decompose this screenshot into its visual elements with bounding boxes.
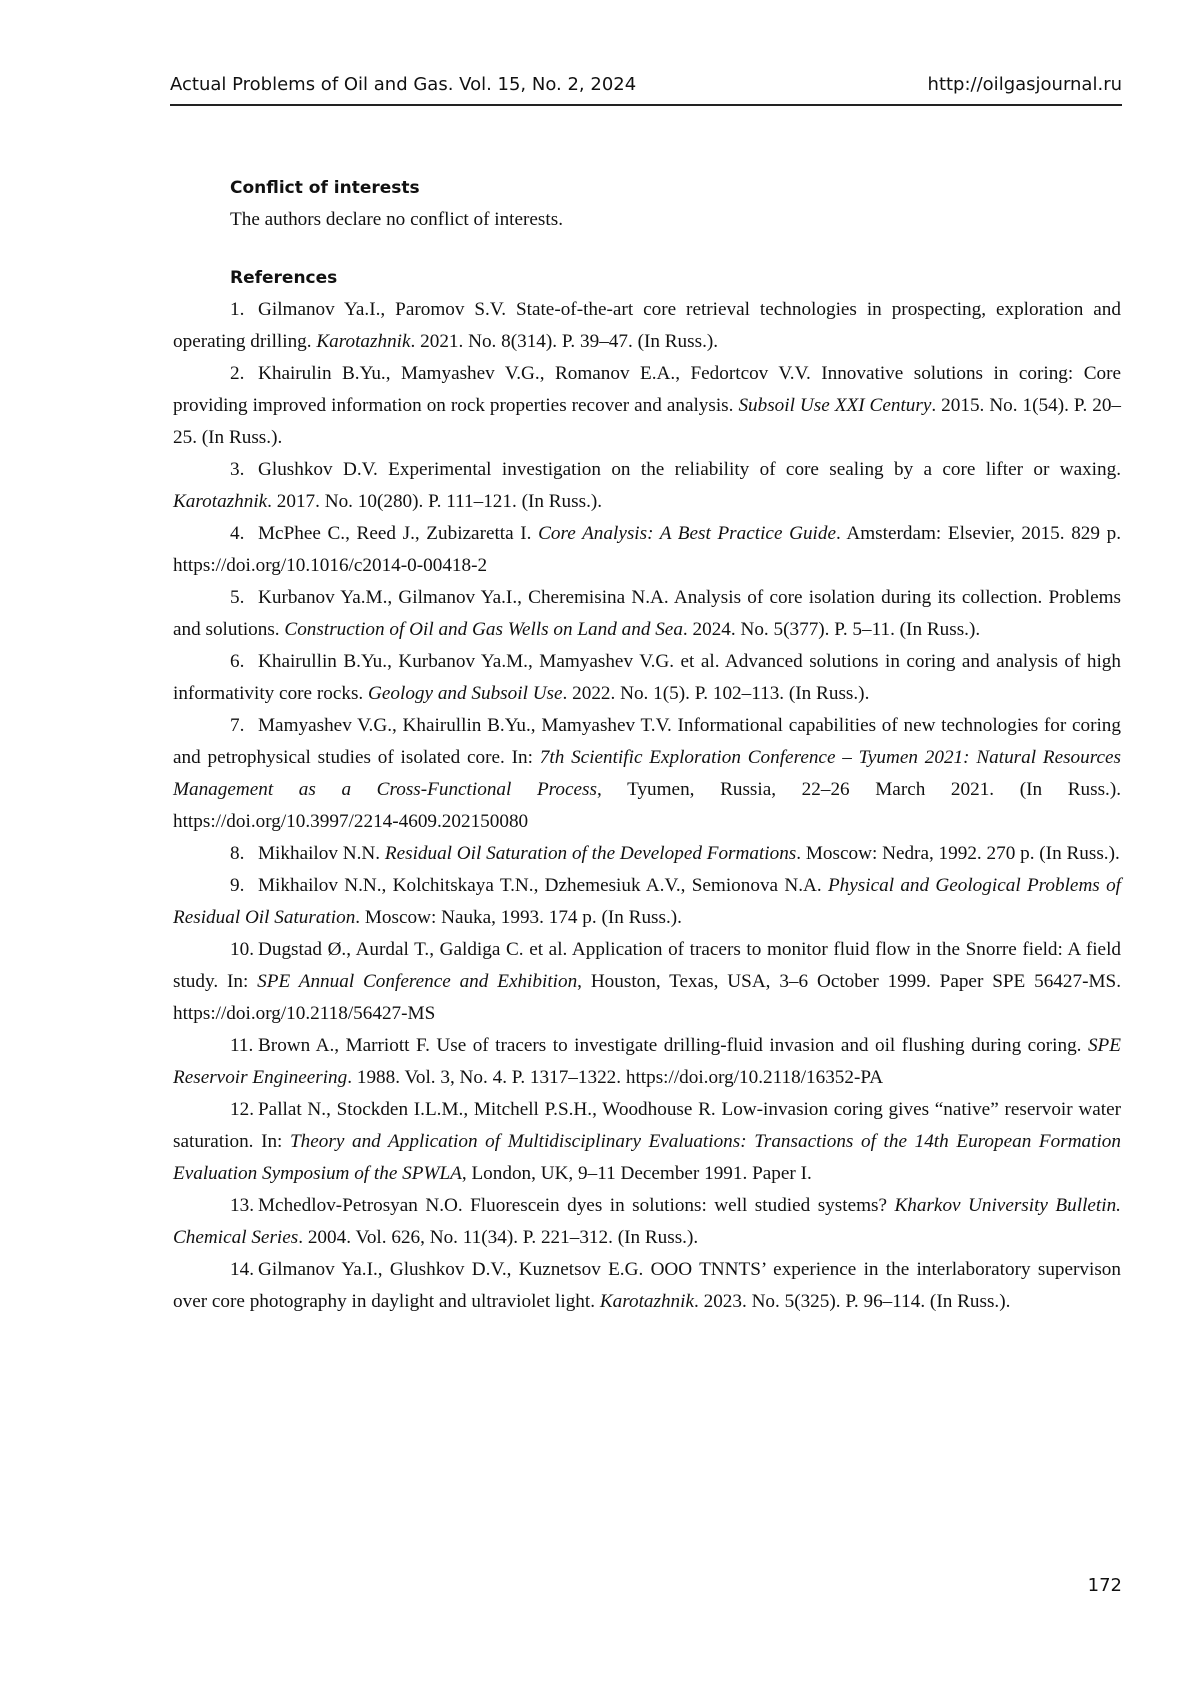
reference-text: Glushkov D.V. Experimental investigation on the reliability of core sealing by a core lifter or waxing. xyxy=(258,459,1121,480)
reference-details: , Houston, Texas, USA, 3–6 October 1999. Paper SPE 56427-MS. https://doi.org/10.2118/56427-MS xyxy=(173,971,1122,1024)
reference-item xyxy=(173,454,1121,518)
conflict-heading: Conflict of interests xyxy=(230,178,420,198)
reference-item xyxy=(173,358,1121,454)
reference-number: 1. xyxy=(230,299,245,320)
reference-source: Karotazhnik xyxy=(316,331,411,352)
running-header xyxy=(170,72,1122,106)
reference-details: , Tyumen, Russia, 22–26 March 2021. (In Russ.). https://doi.org/10.3997/2214-4609.202150080 xyxy=(173,779,1122,832)
reference-details: . 2023. No. 5(325). P. 96–114. (In Russ.). xyxy=(694,1291,1011,1312)
reference-number: 5. xyxy=(230,587,245,608)
reference-number: 8. xyxy=(230,843,245,864)
reference-text: Mchedlov-Petrosyan N.O. Fluorescein dyes in solutions: well studied systems? xyxy=(258,1195,895,1216)
reference-number: 2. xyxy=(230,363,245,384)
reference-text: Kurbanov Ya.M., Gilmanov Ya.I., Cheremisina N.A. Analysis of core isolation during its collection. Problems and solutions. xyxy=(173,587,1121,640)
reference-item xyxy=(173,1190,1121,1254)
reference-number: 14. xyxy=(230,1259,254,1280)
reference-item xyxy=(173,870,1121,934)
reference-number: 4. xyxy=(230,523,245,544)
reference-details: . Moscow: Nedra, 1992. 270 p. (In Russ.). xyxy=(796,843,1120,864)
reference-number: 7. xyxy=(230,715,245,736)
reference-text: Mamyashev V.G., Khairullin B.Yu., Mamyashev T.V. Informational capabilities of new technologies for coring and petrophysical studies of isolated core. In: xyxy=(173,715,1121,768)
reference-text: McPhee C., Reed J., Zubizaretta I. xyxy=(258,523,539,544)
reference-details: . Moscow: Nauka, 1993. 174 p. (In Russ.). xyxy=(355,907,682,928)
reference-details: . 2017. No. 10(280). P. 111–121. (In Russ.). xyxy=(267,491,603,512)
reference-source: Subsoil Use XXI Century xyxy=(738,395,932,416)
reference-text: Brown A., Marriott F. Use of tracers to investigate drilling-fluid invasion and oil flushing during coring. xyxy=(258,1035,1088,1056)
reference-source: 7th Scientific Exploration Conference – Tyumen 2021: Natural Resources Management as a Cross-Functional Process xyxy=(173,747,1121,800)
reference-item xyxy=(173,710,1121,838)
reference-text: Mikhailov N.N., Kolchitskaya T.N., Dzhemesiuk A.V., Semionova N.A. xyxy=(258,875,828,896)
reference-details: . 1988. Vol. 3, No. 4. P. 1317–1322. https://doi.org/10.2118/16352-PA xyxy=(347,1067,884,1088)
reference-details: . 2021. No. 8(314). P. 39–47. (In Russ.). xyxy=(410,331,719,352)
reference-number: 13. xyxy=(230,1195,254,1216)
reference-source: Construction of Oil and Gas Wells on Land and Sea xyxy=(284,619,683,640)
reference-text: Khairullin B.Yu., Kurbanov Ya.M., Mamyashev V.G. et al. Advanced solutions in coring and analysis of high informativity core rocks. xyxy=(173,651,1121,704)
reference-source: Physical and Geological Problems of Residual Oil Saturation xyxy=(173,875,1121,928)
reference-text: Dugstad Ø., Aurdal T., Galdiga C. et al. Application of tracers to monitor fluid flow in the Snorre field: A field study. In: xyxy=(173,939,1121,992)
page-content xyxy=(173,174,1121,1318)
references-heading: References xyxy=(230,268,338,288)
reference-source: SPE Reservoir Engineering xyxy=(173,1035,1121,1088)
reference-source: Theory and Application of Multidisciplinary Evaluations: Transactions of the 14th European Formation Evaluation Symposium of the SPWLA xyxy=(173,1131,1121,1184)
reference-source: Core Analysis: A Best Practice Guide xyxy=(538,523,836,544)
reference-item xyxy=(173,518,1121,582)
reference-source: Residual Oil Saturation of the Developed Formations xyxy=(384,843,797,864)
reference-item xyxy=(173,838,1121,870)
reference-details: . 2022. No. 1(5). P. 102–113. (In Russ.). xyxy=(562,683,870,704)
reference-item xyxy=(173,582,1121,646)
reference-text: Gilmanov Ya.I., Paromov S.V. State-of-the-art core retrieval technologies in prospecting, exploration and operating drilling. xyxy=(173,299,1121,352)
reference-text: Mikhailov N.N. xyxy=(258,843,385,864)
journal-url: http://oilgasjournal.ru xyxy=(927,74,1122,95)
reference-source: Geology and Subsoil Use xyxy=(368,683,563,704)
reference-number: 12. xyxy=(230,1099,254,1120)
reference-item xyxy=(173,934,1121,1030)
reference-details: . 2004. Vol. 626, No. 11(34). P. 221–312. (In Russ.). xyxy=(298,1227,699,1248)
reference-details: . 2024. No. 5(377). P. 5–11. (In Russ.). xyxy=(682,619,981,640)
reference-text: Pallat N., Stockden I.L.M., Mitchell P.S.H., Woodhouse R. Low-invasion coring gives “native” reservoir water saturation. In: xyxy=(173,1099,1121,1152)
reference-text: Gilmanov Ya.I., Glushkov D.V., Kuznetsov E.G. OOO TNNTS’ experience in the interlaboratory supervison over core photography in daylight and ultraviolet light. xyxy=(173,1259,1121,1312)
reference-number: 9. xyxy=(230,875,245,896)
reference-details: . Amsterdam: Elsevier, 2015. 829 p. https://doi.org/10.1016/c2014-0-00418-2 xyxy=(173,523,1121,576)
conflict-text: The authors declare no conflict of interests. xyxy=(230,209,563,230)
reference-item xyxy=(173,646,1121,710)
page-number: 172 xyxy=(1087,1575,1122,1596)
reference-list xyxy=(173,294,1121,1318)
reference-number: 10. xyxy=(230,939,254,960)
reference-source: Karotazhnik xyxy=(599,1291,694,1312)
reference-source: Karotazhnik xyxy=(173,491,268,512)
reference-source: SPE Annual Conference and Exhibition xyxy=(257,971,578,992)
reference-number: 11. xyxy=(230,1035,254,1056)
reference-item xyxy=(173,1254,1121,1318)
reference-item xyxy=(173,1030,1121,1094)
reference-text: Khairulin B.Yu., Mamyashev V.G., Romanov E.A., Fedortcov V.V. Innovative solutions in coring: Core providing improved information on rock properties recover and analysis. xyxy=(173,363,1121,416)
reference-number: 3. xyxy=(230,459,245,480)
reference-details: , London, UK, 9–11 December 1991. Paper I. xyxy=(461,1163,812,1184)
reference-number: 6. xyxy=(230,651,245,672)
reference-source: Kharkov University Bulletin. Chemical Series xyxy=(173,1195,1121,1248)
reference-details: . 2015. No. 1(54). P. 20–25. (In Russ.). xyxy=(173,395,1122,448)
reference-item xyxy=(173,1094,1121,1190)
reference-item xyxy=(173,294,1121,358)
journal-title: Actual Problems of Oil and Gas. Vol. 15, No. 2, 2024 xyxy=(170,74,637,95)
